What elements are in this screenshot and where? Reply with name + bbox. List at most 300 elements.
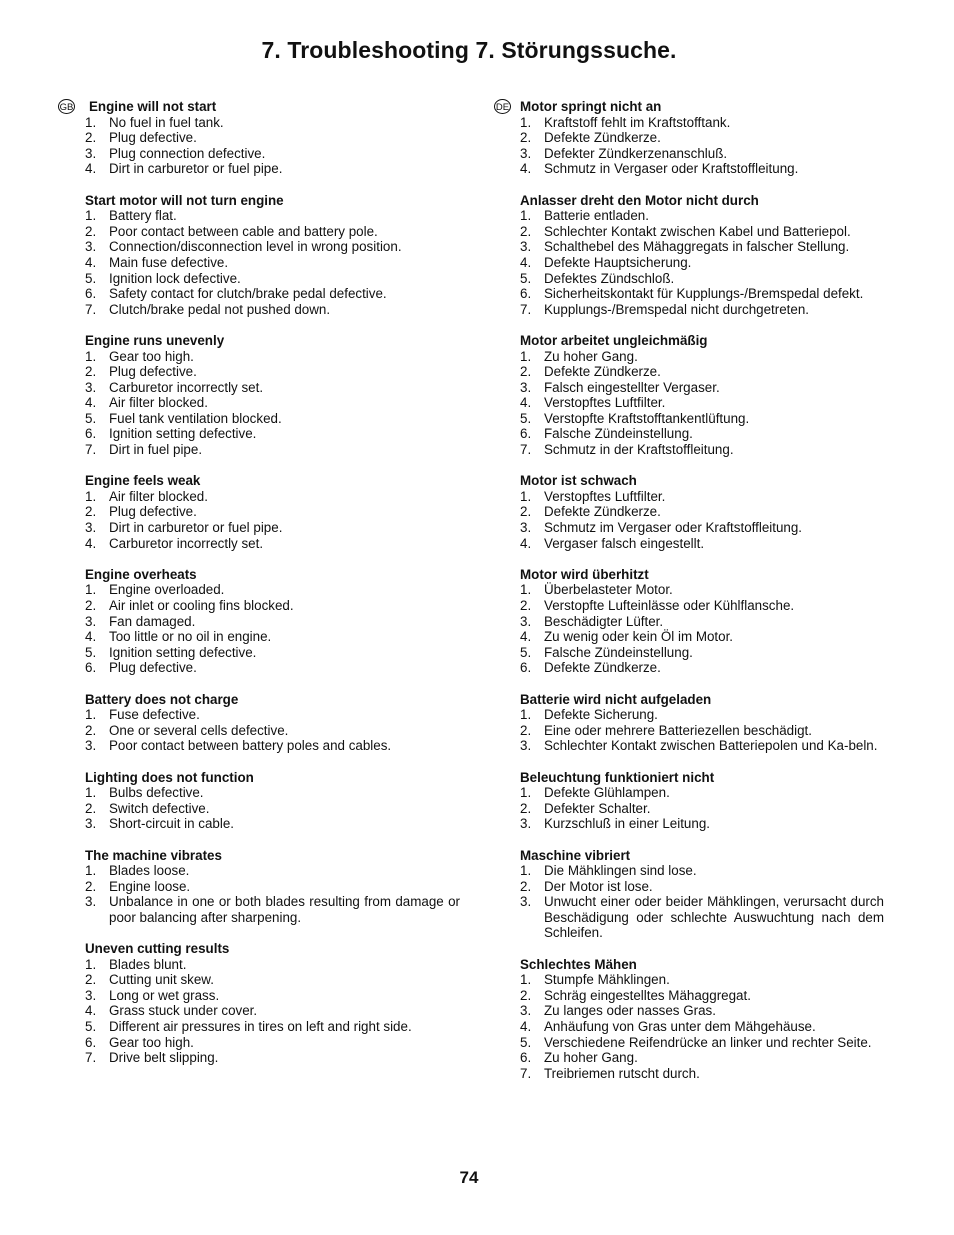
list-item (85, 894, 460, 925)
item-number: 2. (85, 878, 97, 894)
list-item (520, 723, 884, 739)
item-number: 6. (520, 1050, 532, 1066)
item-text: Cutting unit skew. (109, 972, 214, 988)
item-number: 2. (520, 987, 532, 1003)
list-item (85, 707, 460, 723)
item-number: 1. (85, 348, 97, 364)
item-number: 3. (85, 894, 97, 910)
list-item (85, 364, 460, 380)
troubleshooting-section (520, 473, 884, 551)
item-text: Air filter blocked. (109, 395, 208, 411)
item-text: Defekter Zündkerzenanschluß. (544, 145, 728, 161)
item-number: 1. (520, 707, 532, 723)
item-text: Zu wenig oder kein Öl im Motor. (544, 629, 734, 645)
item-text: Air inlet or cooling fins blocked. (109, 598, 294, 613)
troubleshooting-section (85, 99, 460, 177)
item-text: Kraftstoff fehlt im Kraftstofftank. (544, 114, 731, 130)
list-item (520, 239, 884, 255)
list-item (85, 504, 460, 520)
troubleshooting-section (520, 567, 884, 676)
list-item (85, 988, 460, 1004)
troubleshooting-section (520, 770, 884, 832)
item-text: Schmutz in Vergaser oder Kraftstoffleitung. (544, 161, 799, 177)
section-title: Engine will not start (89, 99, 217, 114)
troubleshooting-section (85, 193, 460, 318)
item-number: 1. (85, 488, 97, 504)
item-text: Plug defective. (109, 660, 197, 676)
list-item (520, 349, 884, 365)
item-number: 3. (85, 239, 97, 255)
item-number: 1. (520, 208, 532, 224)
language-badge-de: DE (494, 99, 511, 114)
list-item (520, 395, 884, 411)
item-text: Defekte Zündkerze. (544, 364, 661, 380)
item-number: 2. (85, 504, 97, 520)
list-item (520, 816, 884, 832)
troubleshooting-section (520, 333, 884, 458)
item-text: Vergaser falsch eingestellt. (544, 535, 705, 551)
list-item (520, 629, 884, 645)
item-number: 3. (520, 239, 532, 255)
item-number: 5. (520, 644, 532, 660)
list-item (520, 380, 884, 396)
list-item (85, 598, 460, 614)
list-item (85, 879, 460, 895)
troubleshooting-section (85, 473, 460, 551)
item-text: Überbelasteter Motor. (544, 582, 673, 598)
section-title: Motor springt nicht an (520, 99, 662, 114)
section-title: Motor wird überhitzt (520, 566, 649, 582)
item-number: 5. (520, 410, 532, 426)
list-item (85, 426, 460, 442)
list-item (85, 520, 460, 536)
item-text: Zu langes oder nasses Gras. (544, 1003, 716, 1019)
item-number: 1. (85, 208, 97, 224)
item-text: Der Motor ist lose. (544, 878, 653, 894)
list-item (85, 614, 460, 630)
item-text: Carburetor incorrectly set. (109, 379, 264, 395)
item-text: Schmutz im Vergaser oder Kraftstoffleitung. (544, 520, 803, 536)
english-column (85, 99, 460, 1081)
list-item (520, 161, 884, 177)
item-number: 1. (520, 972, 532, 988)
item-text: Verstopfte Kraftstofftankentlüftung. (544, 410, 750, 426)
item-text: Ignition lock defective. (109, 270, 241, 286)
item-number: 4. (520, 254, 532, 270)
troubleshooting-section (85, 848, 460, 926)
item-text: Verschiedene Reifendrücke an linker und rechter Seite. (544, 1034, 872, 1050)
list-item (85, 224, 460, 240)
item-text: Schmutz in der Kraftstoffleitung. (544, 442, 734, 458)
item-text: Schlechter Kontakt zwischen Batteriepolen und Ka-beln. (544, 738, 878, 754)
section-title: Lighting does not function (85, 769, 254, 785)
list-item (520, 863, 884, 879)
list-item (520, 271, 884, 287)
list-item (520, 426, 884, 442)
troubleshooting-section (85, 941, 460, 1066)
item-text: Plug defective. (109, 364, 197, 380)
list-item (520, 504, 884, 520)
item-number: 6. (85, 1034, 97, 1050)
item-text: Engine loose. (109, 878, 191, 894)
item-text: Dirt in fuel pipe. (109, 442, 203, 458)
item-text: Connection/disconnection level in wrong position. (109, 239, 402, 255)
list-item (85, 582, 460, 598)
item-text: Ignition setting defective. (109, 644, 257, 660)
list-item (520, 1019, 884, 1035)
item-text: Dirt in carburetor or fuel pipe. (109, 161, 283, 177)
item-number: 4. (520, 161, 532, 177)
list-item (520, 894, 884, 941)
list-item (520, 130, 884, 146)
item-number: 3. (520, 379, 532, 395)
list-item (520, 785, 884, 801)
list-item (520, 255, 884, 271)
item-number: 3. (85, 379, 97, 395)
list-item (520, 115, 884, 131)
item-number: 4. (520, 629, 532, 645)
item-text: Poor contact between battery poles and cables. (109, 738, 392, 754)
item-number: 6. (520, 286, 532, 302)
item-text: Short-circuit in cable. (109, 816, 235, 832)
item-number: 6. (520, 660, 532, 676)
item-text: Verstopftes Luftfilter. (544, 395, 666, 411)
item-number: 5. (520, 1034, 532, 1050)
list-item (520, 801, 884, 817)
list-item (520, 1066, 884, 1082)
item-number: 3. (520, 738, 532, 754)
list-item (520, 707, 884, 723)
list-item (520, 442, 884, 458)
item-number: 6. (85, 286, 97, 302)
item-text: Schlechter Kontakt zwischen Kabel und Batteriepol. (544, 223, 851, 239)
list-item (85, 801, 460, 817)
item-number: 3. (520, 816, 532, 832)
section-title: Batterie wird nicht aufgeladen (520, 691, 712, 707)
item-text: Zu hoher Gang. (544, 1050, 638, 1066)
item-text: Kupplungs-/Bremspedal nicht durchgetreten. (544, 301, 809, 317)
item-number: 6. (85, 426, 97, 442)
list-item (520, 972, 884, 988)
item-number: 1. (520, 582, 532, 598)
list-item (85, 380, 460, 396)
item-number: 1. (85, 707, 97, 723)
item-text: Long or wet grass. (109, 987, 220, 1003)
item-text: Plug defective. (109, 130, 197, 146)
item-text: Verstopfte Lufteinlässe oder Kühlflansche. (544, 598, 795, 613)
troubleshooting-section (520, 692, 884, 754)
item-number: 4. (520, 395, 532, 411)
german-column (520, 99, 884, 1097)
list-item (520, 146, 884, 162)
item-text: Falsche Zündeinstellung. (544, 644, 693, 660)
item-text: Switch defective. (109, 800, 210, 816)
item-text: Sicherheitskontakt für Kupplungs-/Bremspedal defekt. (544, 286, 864, 302)
item-text: Plug connection defective. (109, 145, 266, 161)
item-number: 5. (85, 644, 97, 660)
item-text: Plug defective. (109, 504, 197, 520)
item-text: Unbalance in one or both blades resulting from damage or poor balancing after sharpening. (109, 894, 460, 925)
item-number: 3. (85, 145, 97, 161)
item-number: 2. (520, 130, 532, 146)
item-text: Anhäufung von Gras unter dem Mähgehäuse. (544, 1019, 816, 1035)
item-number: 4. (85, 535, 97, 551)
item-number: 7. (520, 1065, 532, 1081)
item-number: 1. (520, 114, 532, 130)
list-item (85, 255, 460, 271)
item-text: Falsche Zündeinstellung. (544, 426, 693, 442)
item-text: Gear too high. (109, 348, 194, 364)
list-item (85, 738, 460, 754)
item-text: Blades loose. (109, 863, 190, 879)
list-item (85, 130, 460, 146)
item-number: 2. (520, 364, 532, 380)
list-item (520, 614, 884, 630)
item-number: 2. (85, 972, 97, 988)
item-text: Clutch/brake pedal not pushed down. (109, 301, 331, 317)
item-number: 5. (85, 1019, 97, 1035)
item-text: Main fuse defective. (109, 254, 229, 270)
item-text: Defekte Zündkerze. (544, 504, 661, 520)
troubleshooting-section (520, 957, 884, 1082)
item-number: 1. (520, 348, 532, 364)
section-title: Start motor will not turn engine (85, 192, 284, 208)
item-text: Air filter blocked. (109, 488, 208, 504)
item-text: Schalthebel des Mähaggregats in falscher Stellung. (544, 239, 850, 255)
item-number: 1. (520, 785, 532, 801)
list-item (85, 208, 460, 224)
item-number: 4. (85, 161, 97, 177)
item-number: 4. (85, 629, 97, 645)
troubleshooting-section (520, 193, 884, 318)
item-number: 1. (85, 785, 97, 801)
list-item (520, 411, 884, 427)
item-number: 2. (520, 504, 532, 520)
list-item (85, 442, 460, 458)
item-text: Batterie entladen. (544, 208, 649, 224)
list-item (520, 879, 884, 895)
item-text: Kurzschluß in einer Leitung. (544, 816, 710, 832)
section-title: Motor arbeitet ungleichmäßig (520, 332, 708, 348)
item-text: Die Mähklingen sind lose. (544, 863, 697, 879)
item-number: 5. (520, 270, 532, 286)
list-item (85, 115, 460, 131)
item-text: Bulbs defective. (109, 785, 204, 801)
item-text: Defekter Schalter. (544, 800, 651, 816)
list-item (520, 738, 884, 754)
list-item (85, 161, 460, 177)
troubleshooting-section (85, 692, 460, 754)
item-text: Defekte Zündkerze. (544, 130, 661, 146)
item-number: 3. (520, 145, 532, 161)
item-number: 3. (85, 613, 97, 629)
language-badge-gb: GB (58, 99, 75, 114)
list-item (520, 645, 884, 661)
list-item (85, 146, 460, 162)
list-item (85, 411, 460, 427)
item-number: 7. (85, 1050, 97, 1066)
item-number: 2. (85, 722, 97, 738)
list-item (520, 582, 884, 598)
item-number: 3. (85, 816, 97, 832)
list-item (85, 816, 460, 832)
item-text: Poor contact between cable and battery pole. (109, 223, 378, 239)
list-item (520, 1003, 884, 1019)
item-text: Carburetor incorrectly set. (109, 535, 264, 551)
item-number: 5. (85, 270, 97, 286)
list-item (85, 271, 460, 287)
item-number: 7. (520, 442, 532, 458)
list-item (520, 489, 884, 505)
list-item (85, 645, 460, 661)
list-item (85, 349, 460, 365)
section-title: Schlechtes Mähen (520, 956, 637, 972)
page-title: 7. Troubleshooting 7. Störungssuche. (261, 37, 677, 63)
item-number: 3. (520, 1003, 532, 1019)
item-number: 4. (520, 535, 532, 551)
item-text: Zu hoher Gang. (544, 348, 638, 364)
item-number: 3. (85, 987, 97, 1003)
item-number: 2. (520, 800, 532, 816)
list-item (520, 286, 884, 302)
troubleshooting-section (520, 99, 884, 177)
troubleshooting-section (520, 848, 884, 942)
item-number: 3. (520, 520, 532, 536)
item-text: Gear too high. (109, 1034, 194, 1050)
section-title: Beleuchtung funktioniert nicht (520, 769, 715, 785)
item-number: 1. (520, 488, 532, 504)
section-title: Battery does not charge (85, 691, 239, 707)
list-item (85, 489, 460, 505)
item-text: Drive belt slipping. (109, 1050, 219, 1066)
list-item (520, 660, 884, 676)
item-number: 2. (85, 364, 97, 380)
list-item (85, 286, 460, 302)
item-text: Dirt in carburetor or fuel pipe. (109, 520, 283, 536)
item-text: Engine overloaded. (109, 582, 225, 598)
item-text: Defekte Hauptsicherung. (544, 254, 692, 270)
item-text: Stumpfe Mähklingen. (544, 972, 670, 988)
list-item (520, 224, 884, 240)
item-number: 1. (85, 114, 97, 130)
item-text: Ignition setting defective. (109, 426, 257, 442)
list-item (85, 785, 460, 801)
list-item (85, 660, 460, 676)
list-item (85, 972, 460, 988)
list-item (520, 1035, 884, 1051)
list-item (85, 239, 460, 255)
item-number: 2. (520, 223, 532, 239)
item-text: Fuel tank ventilation blocked. (109, 410, 282, 426)
item-number: 5. (85, 410, 97, 426)
list-item (85, 629, 460, 645)
item-number: 6. (520, 426, 532, 442)
troubleshooting-section (85, 567, 460, 676)
item-text: Defektes Zündschloß. (544, 270, 675, 286)
list-item (520, 364, 884, 380)
item-number: 7. (520, 301, 532, 317)
list-item (520, 302, 884, 318)
item-number: 2. (85, 223, 97, 239)
item-number: 1. (85, 956, 97, 972)
item-text: Blades blunt. (109, 956, 187, 972)
item-number: 1. (85, 863, 97, 879)
list-item (85, 1003, 460, 1019)
item-text: Defekte Sicherung. (544, 707, 658, 723)
list-item (520, 520, 884, 536)
item-text: Different air pressures in tires on left and right side. (109, 1019, 412, 1035)
item-number: 2. (520, 722, 532, 738)
section-title: Motor ist schwach (520, 473, 637, 489)
list-item (85, 1035, 460, 1051)
list-item (85, 302, 460, 318)
item-text: Defekte Zündkerze. (544, 660, 661, 676)
list-item (85, 1019, 460, 1035)
item-number: 1. (85, 582, 97, 598)
item-text: Defekte Glühlampen. (544, 785, 670, 801)
item-number: 7. (85, 442, 97, 458)
item-number: 2. (520, 878, 532, 894)
section-title: Engine overheats (85, 566, 197, 582)
item-text: Unwucht einer oder beider Mähklingen, verursacht durch Beschädigung oder schlechte Auswuchtung nach dem Schleifen. (544, 894, 884, 941)
item-number: 2. (85, 800, 97, 816)
item-text: Verstopftes Luftfilter. (544, 488, 666, 504)
item-text: Fuse defective. (109, 707, 200, 723)
item-text: Battery flat. (109, 208, 177, 224)
list-item (85, 957, 460, 973)
item-number: 2. (85, 598, 97, 613)
list-item (85, 395, 460, 411)
list-item (520, 536, 884, 552)
item-number: 4. (85, 395, 97, 411)
item-text: No fuel in fuel tank. (109, 114, 224, 130)
list-item (85, 863, 460, 879)
item-text: Safety contact for clutch/brake pedal defective. (109, 286, 387, 302)
item-number: 4. (85, 1003, 97, 1019)
list-item (85, 536, 460, 552)
page-number: 74 (459, 1168, 479, 1187)
list-item (520, 598, 884, 614)
item-number: 3. (520, 894, 532, 910)
item-number: 3. (85, 520, 97, 536)
item-number: 1. (520, 863, 532, 879)
section-title: Maschine vibriert (520, 847, 631, 863)
list-item (520, 208, 884, 224)
item-number: 2. (520, 598, 532, 613)
item-text: Too little or no oil in engine. (109, 629, 272, 645)
item-number: 4. (520, 1019, 532, 1035)
item-text: Treibriemen rutscht durch. (544, 1065, 700, 1081)
troubleshooting-section (85, 333, 460, 458)
item-text: One or several cells defective. (109, 722, 289, 738)
item-text: Schräg eingestelltes Mähaggregat. (544, 987, 751, 1003)
section-title: Uneven cutting results (85, 941, 230, 957)
item-text: Beschädigter Lüfter. (544, 613, 664, 629)
section-title: The machine vibrates (85, 847, 222, 863)
item-text: Grass stuck under cover. (109, 1003, 258, 1019)
item-text: Eine oder mehrere Batteriezellen beschädigt. (544, 722, 812, 738)
item-number: 6. (85, 660, 97, 676)
item-number: 3. (520, 613, 532, 629)
list-item (85, 723, 460, 739)
list-item (85, 1050, 460, 1066)
list-item (520, 1050, 884, 1066)
list-item (520, 988, 884, 1004)
item-number: 7. (85, 301, 97, 317)
item-text: Falsch eingestellter Vergaser. (544, 379, 720, 395)
item-number: 2. (85, 130, 97, 146)
section-title: Anlasser dreht den Motor nicht durch (520, 192, 759, 208)
